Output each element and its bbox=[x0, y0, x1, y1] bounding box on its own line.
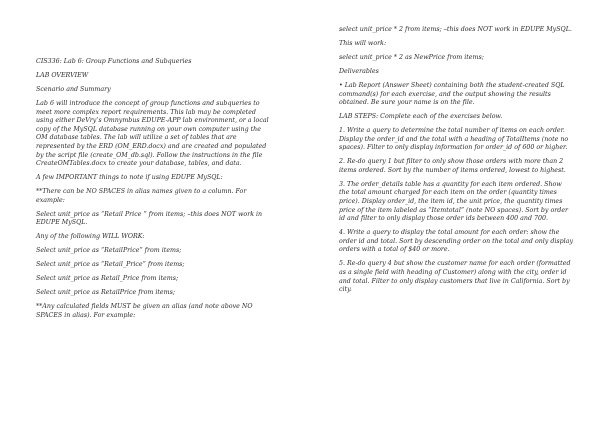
working-example-3: Select unit_price as Retail_Price from items; bbox=[36, 275, 179, 283]
deliverables-heading: Deliverables bbox=[339, 67, 379, 75]
working-example-1: Select unit_price as “RetailPrice” from items; bbox=[36, 247, 182, 255]
calculated-working-example: select unit_price * 2 as NewPrice from items; bbox=[339, 53, 484, 61]
alias-spaces-note: **There can be NO SPACES in alias names given to a column. For example: bbox=[36, 188, 247, 204]
exercise-2: 2. Re-do query 1 but filter to only show those orders with more than 2 items ordered. Sort by the number of items ordered, lowest to highest. bbox=[339, 158, 566, 174]
working-example-2: Select unit_price as “Retail_Price” from items; bbox=[36, 261, 185, 269]
working-examples-heading: Any of the following WILL WORK: bbox=[36, 233, 145, 241]
calculated-non-working-example: select unit_price * 2 from items; –this does NOT work in EDUPE MySQL. bbox=[339, 26, 572, 33]
deliverables-item: • Lab Report (Answer Sheet) containing both the student-created SQL command(s) for each exercise, and the output showing the results obtained. Be sure your name is on the file. bbox=[339, 81, 565, 107]
section-heading-lab-overview: LAB OVERVIEW bbox=[36, 71, 89, 79]
this-will-work-label: This will work: bbox=[339, 39, 387, 47]
left-column bbox=[36, 58, 274, 326]
exercise-1: 1. Write a query to determine the total number of items on each order. Display the order_id and the total with a heading of TotalItems (note no spaces). Filter to only display information for order_id of 600 or higher. bbox=[339, 127, 569, 152]
edupe-notes-heading: A few IMPORTANT things to note if using EDUPE MySQL: bbox=[36, 174, 223, 182]
exercise-4: 4. Write a query to display the total amount for each order: show the order id and total. Sort by descending order on the total and only display orders with a total of $40 or more. bbox=[339, 229, 573, 254]
subheading-scenario-summary: Scenario and Summary bbox=[36, 85, 111, 93]
lab-steps-heading: LAB STEPS: Complete each of the exercises below. bbox=[339, 113, 503, 121]
working-example-4: Select unit_price as RetailPrice from items; bbox=[36, 289, 175, 297]
right-column bbox=[339, 26, 573, 300]
lab-title: CIS336: Lab 6: Group Functions and Subqueries bbox=[36, 58, 192, 65]
calculated-fields-note: **Any calculated fields MUST be given an alias (and note above NO SPACES in alias). For example: bbox=[36, 303, 253, 319]
overview-paragraph: Lab 6 will introduce the concept of group functions and subqueries to meet more complex report requirements. This lab may be completed using either DeVry’s Omnymbus EDUPE-APP lab environment, or a local copy of the MySQL database running on your own computer using the OM database tables. The lab will utilize a set of tables that are represented by the ERD (OM_ERD.docx) and are created and populated by the script file (create_OM_db.sql). Follow the instructions in the file CreateOMTables.docx to create your database, tables, and data. bbox=[36, 99, 269, 168]
non-working-example: Select unit_price as “Retail Price ” from items; –this does NOT work in EDUPE MySQL. bbox=[36, 210, 263, 227]
exercise-3: 3. The order_details table has a quantity for each item ordered. Show the total amount charged for each item on the order (quantity times price). Display order_id, the item id, the unit price, the quantity times price of the item labeled as “Itemtotal” (note NO spaces). Sort by order id and filter to only display those order ids between 400 and 700. bbox=[339, 180, 569, 223]
exercise-5: 5. Re-do query 4 but show the customer name for each order (formatted as a single field with heading of Customer) along with the city, order id and total. Filter to only display customers that live in California. Sort by city. bbox=[339, 260, 571, 294]
